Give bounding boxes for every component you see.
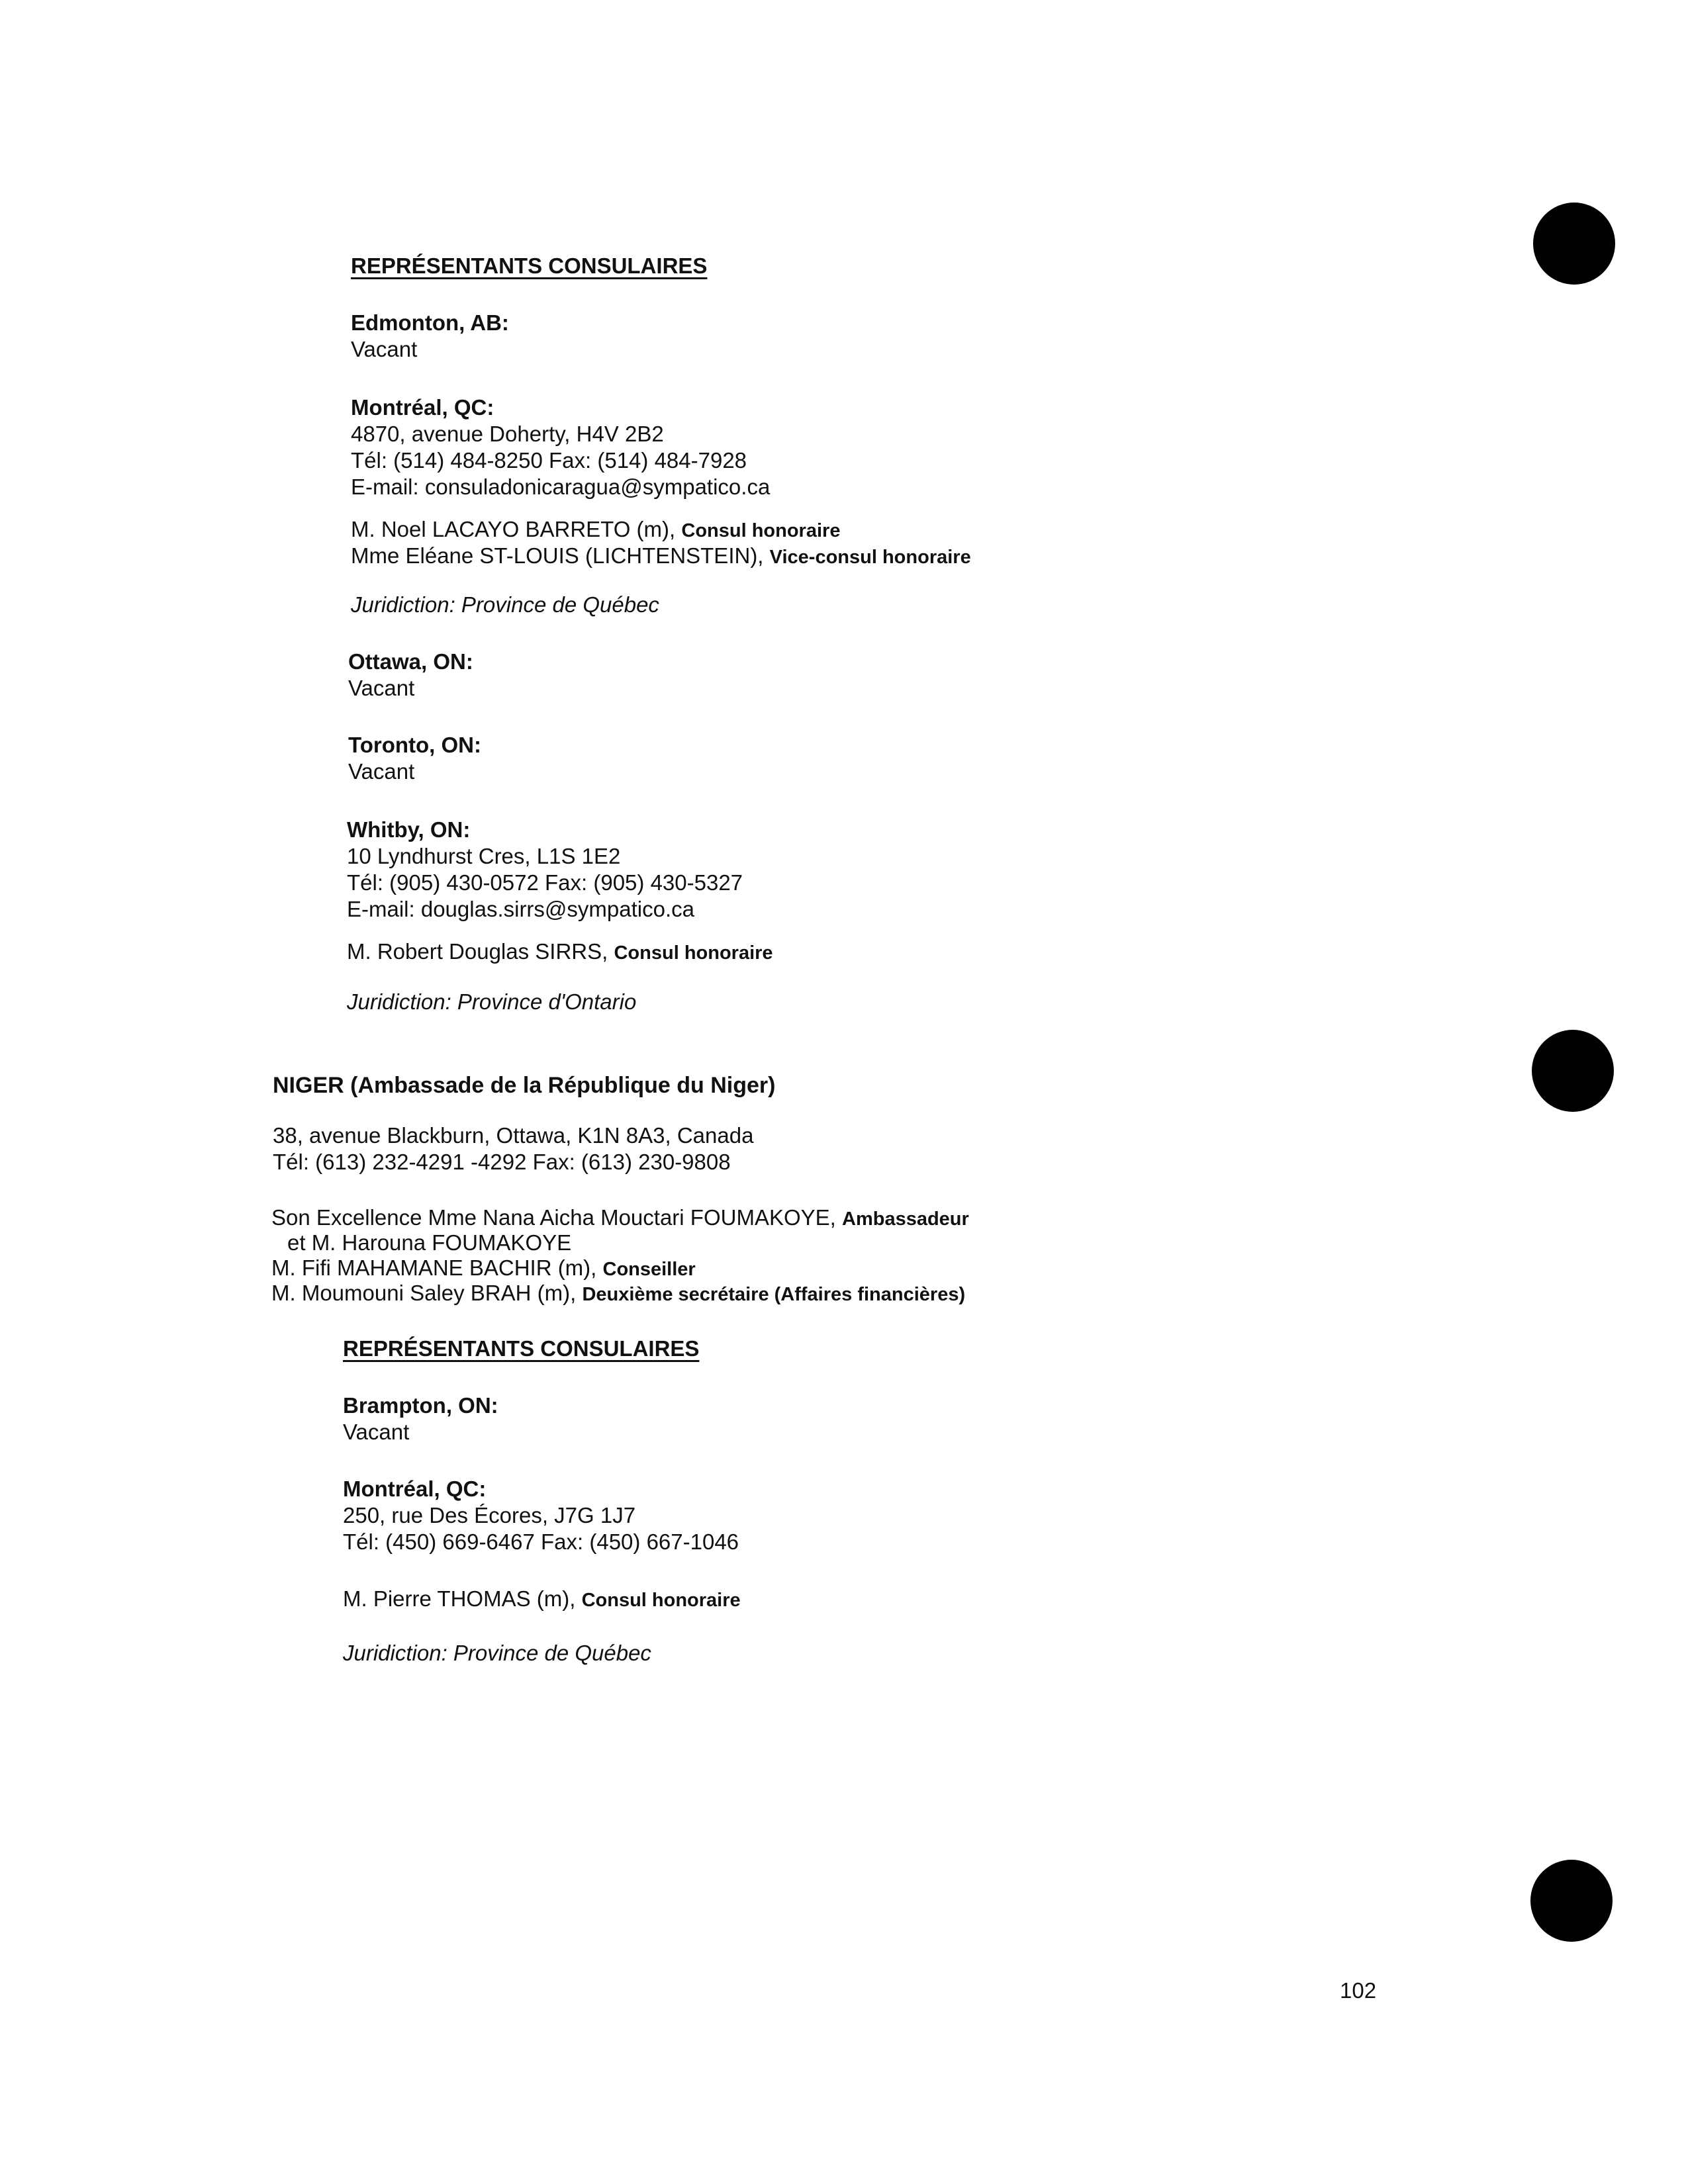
city-heading: Edmonton, AB:: [351, 310, 509, 335]
staff-entry: [271, 1205, 969, 1232]
section-heading: REPRÉSENTANTS CONSULAIRES: [343, 1336, 700, 1361]
phone-fax: Tél: (514) 484-8250 Fax: (514) 484-7928: [351, 448, 747, 473]
address: 10 Lyndhurst Cres, L1S 1E2: [347, 844, 621, 868]
vacancy-status: Vacant: [348, 759, 415, 784]
person-name: M. Pierre THOMAS (m),: [343, 1586, 576, 1611]
phone-fax: Tél: (905) 430-0572 Fax: (905) 430-5327: [347, 870, 743, 895]
vacancy-status: Vacant: [343, 1420, 410, 1444]
page-number: 102: [1340, 1978, 1377, 2003]
city-heading: Montréal, QC:: [351, 395, 494, 420]
phone-fax: Tél: (450) 669-6467 Fax: (450) 667-1046: [343, 1529, 739, 1554]
jurisdiction: Juridiction: Province de Québec: [351, 592, 659, 617]
city-heading: Toronto, ON:: [348, 733, 481, 757]
jurisdiction: Juridiction: Province d'Ontario: [347, 989, 637, 1014]
city-heading: Ottawa, ON:: [348, 649, 473, 674]
consul-entry: [351, 543, 971, 570]
vacancy-status: Vacant: [351, 337, 418, 361]
embassy-address: 38, avenue Blackburn, Ottawa, K1N 8A3, Canada: [273, 1123, 754, 1148]
staff-entry: [271, 1280, 965, 1308]
person-name: Mme Eléane ST-LOUIS (LICHTENSTEIN),: [351, 543, 764, 568]
vacancy-status: Vacant: [348, 676, 415, 700]
staff-entry: [271, 1255, 696, 1283]
person-name: M. Robert Douglas SIRRS,: [347, 939, 608, 964]
email: E-mail: douglas.sirrs@sympatico.ca: [347, 897, 694, 921]
staff-name: et M. Harouna FOUMAKOYE: [287, 1230, 572, 1255]
city-heading: Whitby, ON:: [347, 817, 471, 842]
jurisdiction: Juridiction: Province de Québec: [343, 1641, 651, 1665]
consul-entry: [343, 1586, 741, 1614]
staff-name: Son Excellence Mme Nana Aicha Mouctari FOUMAKOYE,: [271, 1205, 836, 1230]
staff-entry: [287, 1230, 571, 1256]
embassy-phone-fax: Tél: (613) 232-4291 -4292 Fax: (613) 230-9808: [273, 1150, 731, 1174]
address: 4870, avenue Doherty, H4V 2B2: [351, 422, 664, 446]
consul-entry: [351, 516, 840, 544]
staff-role: Ambassadeur: [842, 1208, 969, 1230]
person-role: Consul honoraire: [614, 942, 773, 964]
person-role: Consul honoraire: [681, 520, 841, 541]
person-role: Consul honoraire: [581, 1590, 741, 1611]
city-heading: Montréal, QC:: [343, 1477, 487, 1501]
staff-role: Conseiller: [602, 1259, 696, 1280]
staff-name: M. Fifi MAHAMANE BACHIR (m),: [271, 1255, 597, 1280]
consul-entry: [347, 938, 773, 966]
city-heading: Brampton, ON:: [343, 1393, 498, 1418]
address: 250, rue Des Écores, J7G 1J7: [343, 1503, 636, 1527]
binder-hole-middle: [1532, 1030, 1614, 1112]
binder-hole-bottom: [1530, 1860, 1613, 1942]
person-role: Vice-consul honoraire: [769, 547, 971, 568]
country-title: NIGER (Ambassade de la République du Niger): [273, 1073, 776, 1098]
staff-name: M. Moumouni Saley BRAH (m),: [271, 1281, 577, 1305]
staff-role: Deuxième secrétaire (Affaires financières): [582, 1284, 966, 1305]
person-name: M. Noel LACAYO BARRETO (m),: [351, 517, 676, 541]
email: E-mail: consuladonicaragua@sympatico.ca: [351, 475, 771, 499]
section-heading: REPRÉSENTANTS CONSULAIRES: [351, 253, 708, 278]
binder-hole-top: [1533, 203, 1615, 285]
